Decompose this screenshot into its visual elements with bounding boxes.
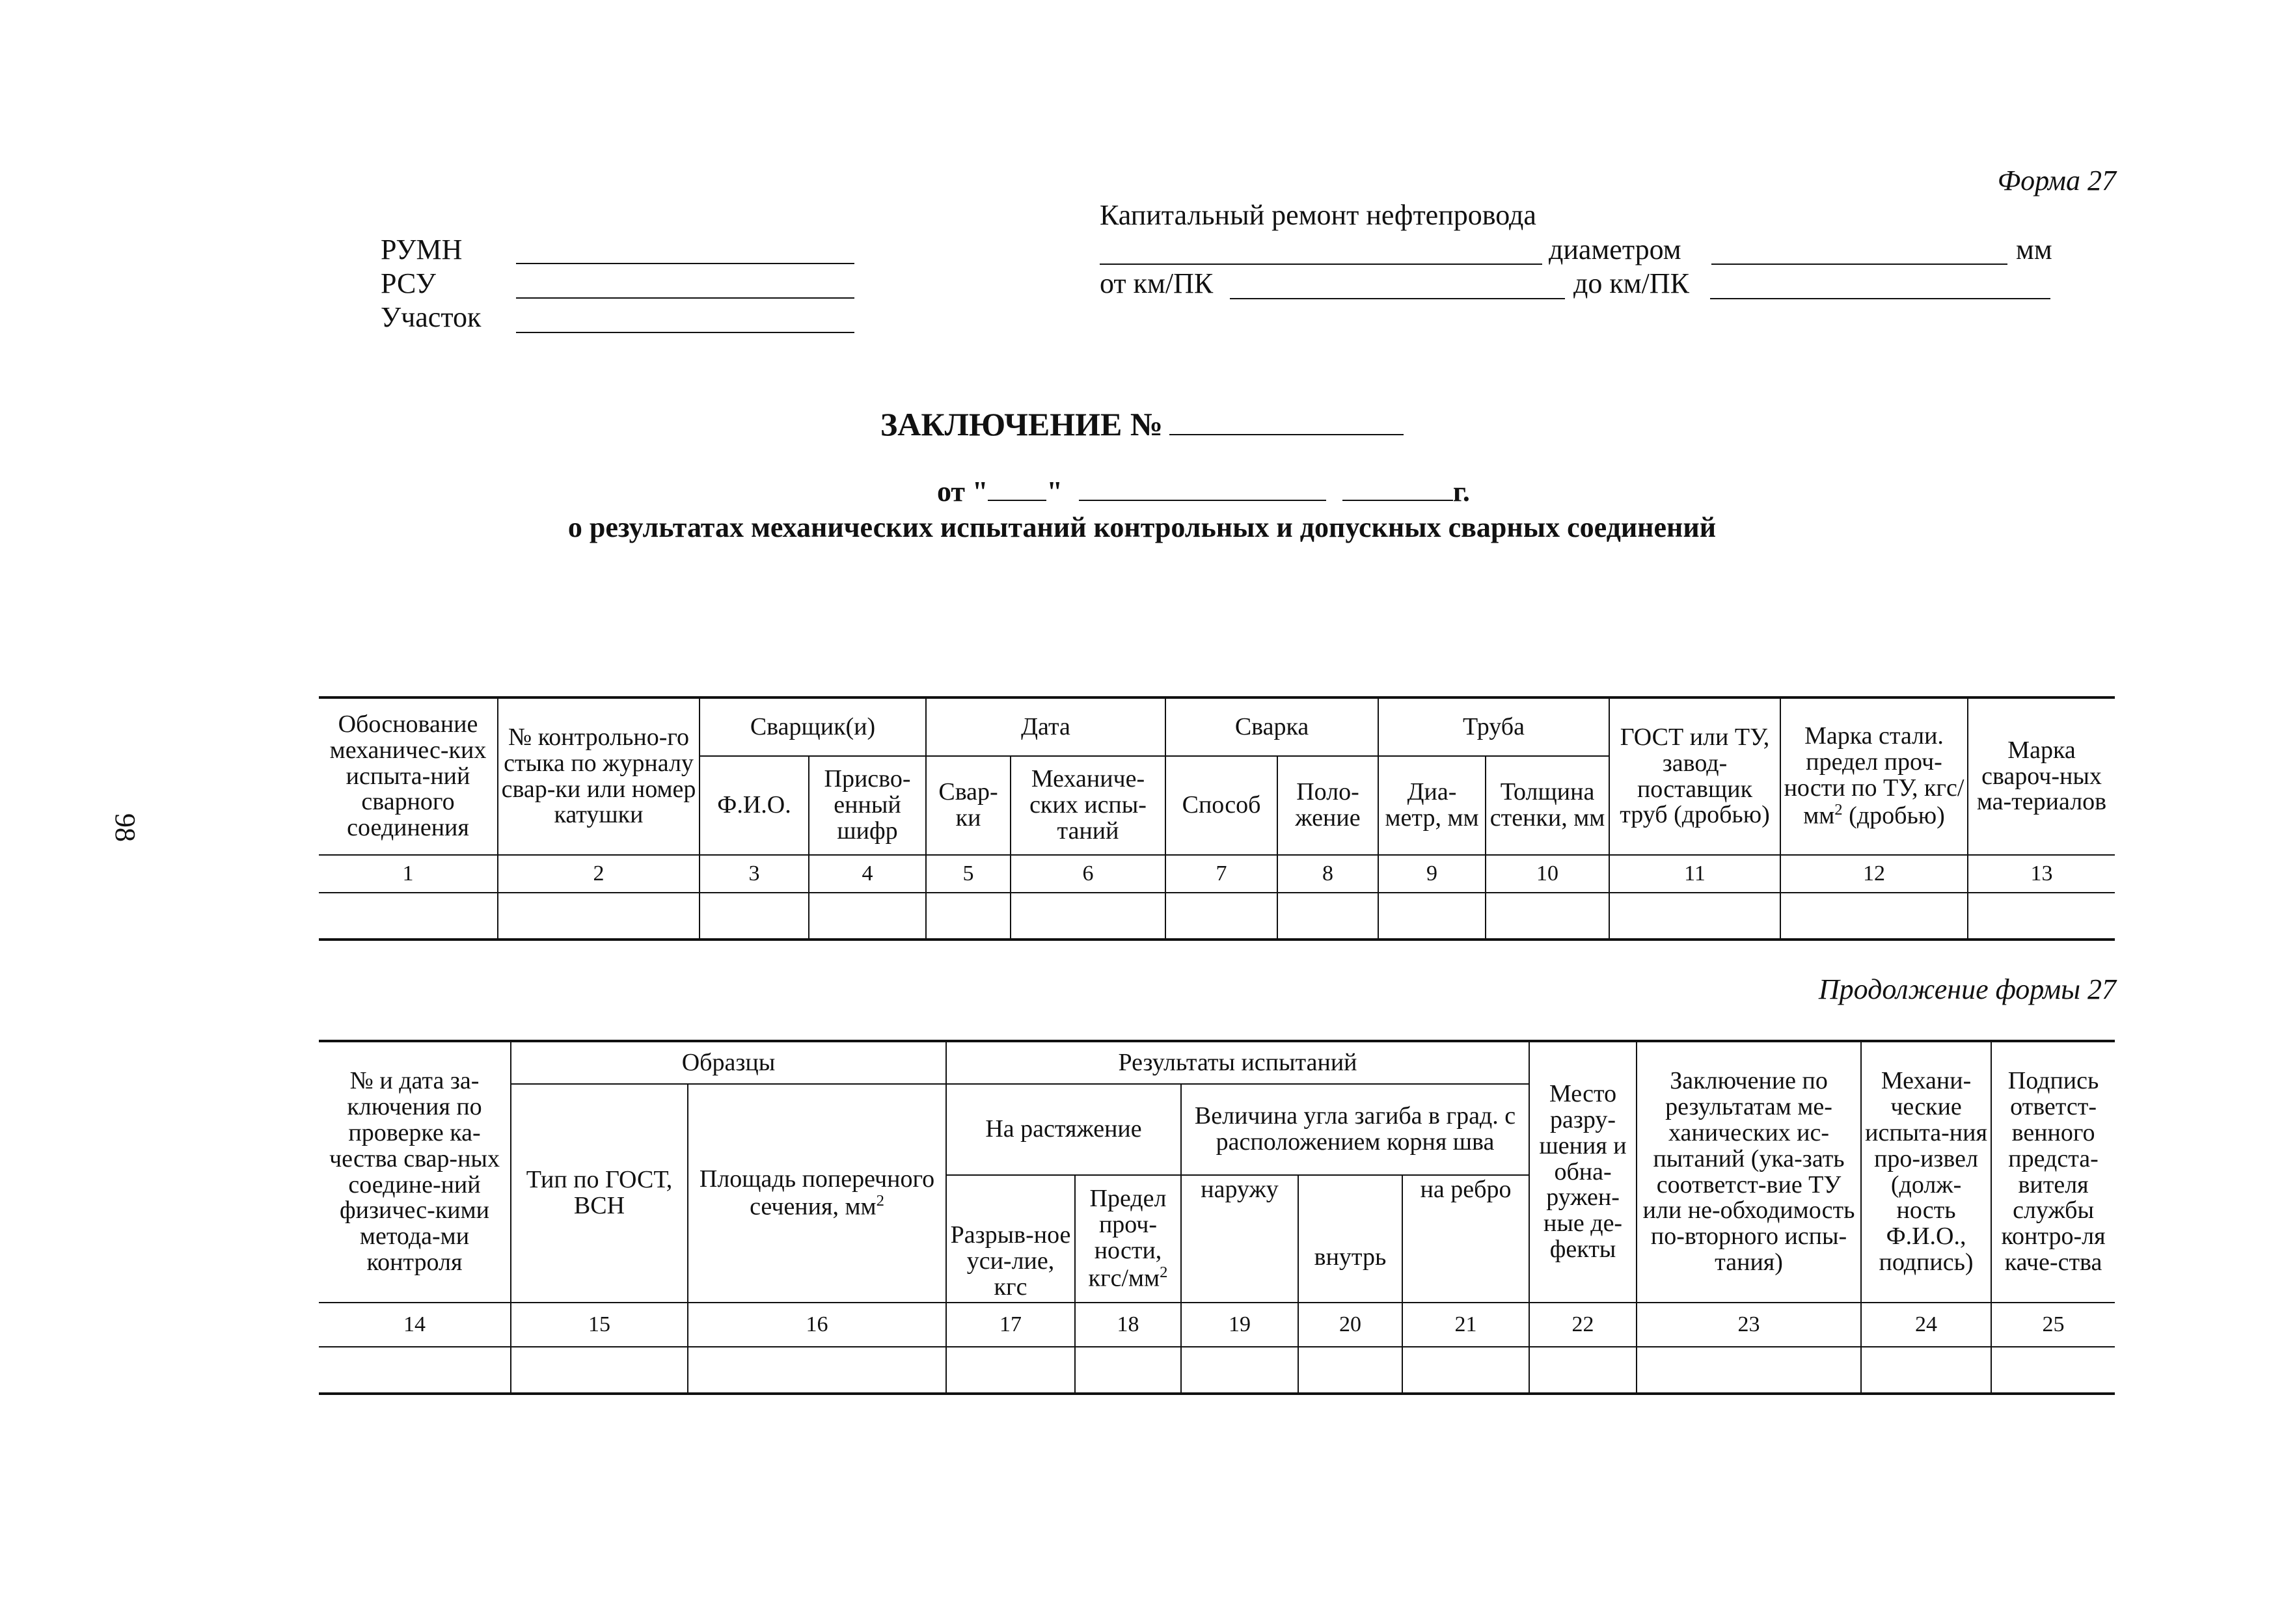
empty-cell[interactable] (1075, 1347, 1181, 1394)
header-ndt-conclusion: № и дата за-ключения по проверке ка-чества свар-ных соедине-ний физичес-кими метода-ми контроля (319, 1041, 511, 1303)
column-number: 22 (1529, 1303, 1637, 1347)
column-number: 3 (700, 855, 809, 893)
empty-cell[interactable] (1968, 893, 2115, 940)
header-welder-name: Ф.И.О. (700, 756, 809, 855)
column-number: 2 (498, 855, 700, 893)
header-welding-position: Поло-жение (1277, 756, 1378, 855)
header-justification: Обоснование механичес-ких испыта-ний сварного соединения (319, 697, 498, 855)
empty-cell[interactable] (1378, 893, 1486, 940)
column-number: 17 (946, 1303, 1075, 1347)
steel-grade-sup: 2 (1834, 801, 1843, 819)
header-joint-number: № контрольно-го стыка по журналу свар-ки или номер катушки (498, 697, 700, 855)
org-uchastok-label: Участок (381, 301, 482, 333)
empty-cell[interactable] (319, 893, 498, 940)
header-sample-type: Тип по ГОСТ, ВСН (511, 1084, 688, 1303)
empty-cell[interactable] (1298, 1347, 1402, 1394)
org-uchastok-line (516, 332, 854, 333)
empty-cell[interactable] (498, 893, 700, 940)
header-pipe-diameter: Диа-метр, мм (1378, 756, 1486, 855)
date-month-line (1079, 476, 1326, 501)
steel-grade-text: Марка стали. предел проч-ности по ТУ, кгс/мм (1784, 722, 1965, 830)
tension-limit-sup: 2 (1160, 1263, 1168, 1281)
project-diameter-line (1711, 264, 2007, 265)
header-sample-area (688, 1084, 946, 1303)
column-number: 9 (1378, 855, 1486, 893)
header-welding: Сварка (1165, 697, 1378, 756)
empty-cell[interactable] (946, 1347, 1075, 1394)
column-number: 11 (1609, 855, 1780, 893)
header-tension-force: Разрыв-ное уси-лие, кгс (946, 1175, 1075, 1303)
empty-cell[interactable] (809, 893, 926, 940)
project-to-line (1710, 298, 2050, 299)
org-rumn-line (516, 263, 854, 264)
empty-cell[interactable] (1011, 893, 1165, 940)
document-title-text: ЗАКЛЮЧЕНИЕ № (880, 406, 1163, 442)
form-table-continuation (319, 1040, 2115, 1395)
tension-limit-text: Предел проч-ности, кгс/мм (1088, 1184, 1167, 1292)
empty-cell[interactable] (1402, 1347, 1529, 1394)
header-mech-conclusion: Заключение по результатам ме-ханических ис-пытаний (ука-зать соответст-вие ТУ или не-обходимость по-вторного испы-тания) (1637, 1041, 1861, 1303)
empty-cell[interactable] (700, 893, 809, 940)
header-bend-inward: внутрь (1298, 1175, 1402, 1303)
header-pipe: Труба (1378, 697, 1609, 756)
project-to-label: до км/ПК (1573, 267, 1689, 299)
column-number: 8 (1277, 855, 1378, 893)
header-tension: На растяжение (946, 1084, 1181, 1175)
form-label: Форма 27 (1997, 165, 2116, 196)
continuation-label: Продолжение формы 27 (1818, 973, 2116, 1005)
empty-cell[interactable] (1991, 1347, 2115, 1394)
org-rumn-label: РУМН (381, 234, 463, 265)
empty-cell[interactable] (1529, 1347, 1637, 1394)
document-number-line (1169, 408, 1404, 435)
header-welder-code: Присво-енный шифр (809, 756, 926, 855)
header-welding-materials: Марка свароч-ных ма-териалов (1968, 697, 2115, 855)
column-number: 24 (1861, 1303, 1991, 1347)
header-bend-outward: наружу (1181, 1175, 1298, 1303)
header-welder: Сварщик(и) (700, 697, 926, 756)
document-subtitle: о результатах механических испытаний контрольных и допускных сварных соединений (567, 511, 1717, 543)
header-pipe-thickness: Толщина стенки, мм (1486, 756, 1609, 855)
sample-area-sup: 2 (876, 1191, 884, 1210)
empty-cell[interactable] (1637, 1347, 1861, 1394)
project-name-line (1100, 264, 1542, 265)
date-day-line (988, 476, 1046, 501)
empty-cell[interactable] (688, 1347, 946, 1394)
sample-area-text: Площадь поперечного сечения, мм (699, 1165, 935, 1221)
empty-cell[interactable] (1609, 893, 1780, 940)
date-year-line (1342, 476, 1453, 501)
date-from-text: от " (937, 476, 988, 508)
document-title (0, 405, 2284, 443)
header-bend-edge: на ребро (1402, 1175, 1529, 1303)
steel-grade-fraction: (дробью) (1849, 802, 1945, 830)
header-tested-by: Механи-ческие испыта-ния про-извел (долж-ность Ф.И.О., подпись) (1861, 1041, 1991, 1303)
empty-cell[interactable] (926, 893, 1011, 940)
column-number: 16 (688, 1303, 946, 1347)
column-number: 7 (1165, 855, 1277, 893)
column-number: 18 (1075, 1303, 1181, 1347)
header-bend-angle: Величина угла загиба в град. с расположением корня шва (1181, 1084, 1529, 1175)
column-number: 12 (1780, 855, 1968, 893)
empty-cell[interactable] (1486, 893, 1609, 940)
project-from-line (1230, 298, 1565, 299)
column-number: 10 (1486, 855, 1609, 893)
column-number: 1 (319, 855, 498, 893)
project-mm-label: мм (2016, 234, 2052, 265)
header-failure-location: Место разру-шения и обна-ружен-ные де-фекты (1529, 1041, 1637, 1303)
project-diameter-label: диаметром (1549, 234, 1681, 265)
page-number: 98 (109, 813, 141, 842)
column-number: 6 (1011, 855, 1165, 893)
project-title: Капитальный ремонт нефтепровода (1100, 199, 1536, 231)
org-rsu-label: РСУ (381, 267, 436, 299)
header-tension-limit (1075, 1175, 1181, 1303)
form-table-main (319, 696, 2115, 941)
header-steel-grade (1780, 697, 1968, 855)
column-number: 19 (1181, 1303, 1298, 1347)
column-number: 4 (809, 855, 926, 893)
header-qc-signature: Подпись ответст-венного предста-вителя службы контро-ля каче-ства (1991, 1041, 2115, 1303)
column-number: 13 (1968, 855, 2115, 893)
column-number: 20 (1298, 1303, 1402, 1347)
header-date-welding: Свар-ки (926, 756, 1011, 855)
date-year-text: г. (1452, 476, 1470, 508)
header-welding-method: Способ (1165, 756, 1277, 855)
header-date: Дата (926, 697, 1165, 756)
column-number: 21 (1402, 1303, 1529, 1347)
header-results: Результаты испытаний (946, 1041, 1529, 1084)
org-rsu-line (516, 297, 854, 299)
date-quote-text: " (1046, 476, 1063, 508)
header-gost-supplier: ГОСТ или ТУ, завод-поставщик труб (дробью) (1609, 697, 1780, 855)
column-number: 15 (511, 1303, 688, 1347)
empty-cell[interactable] (1861, 1347, 1991, 1394)
column-number: 25 (1991, 1303, 2115, 1347)
empty-cell[interactable] (1165, 893, 1277, 940)
column-number: 23 (1637, 1303, 1861, 1347)
empty-cell[interactable] (1181, 1347, 1298, 1394)
header-date-mech: Механиче-ских испы-таний (1011, 756, 1165, 855)
column-number: 14 (319, 1303, 511, 1347)
empty-cell[interactable] (1277, 893, 1378, 940)
column-number: 5 (926, 855, 1011, 893)
empty-cell[interactable] (319, 1347, 511, 1394)
document-date (937, 475, 1470, 508)
empty-cell[interactable] (511, 1347, 688, 1394)
project-from-label: от км/ПК (1100, 267, 1214, 299)
header-samples: Образцы (511, 1041, 946, 1084)
empty-cell[interactable] (1780, 893, 1968, 940)
